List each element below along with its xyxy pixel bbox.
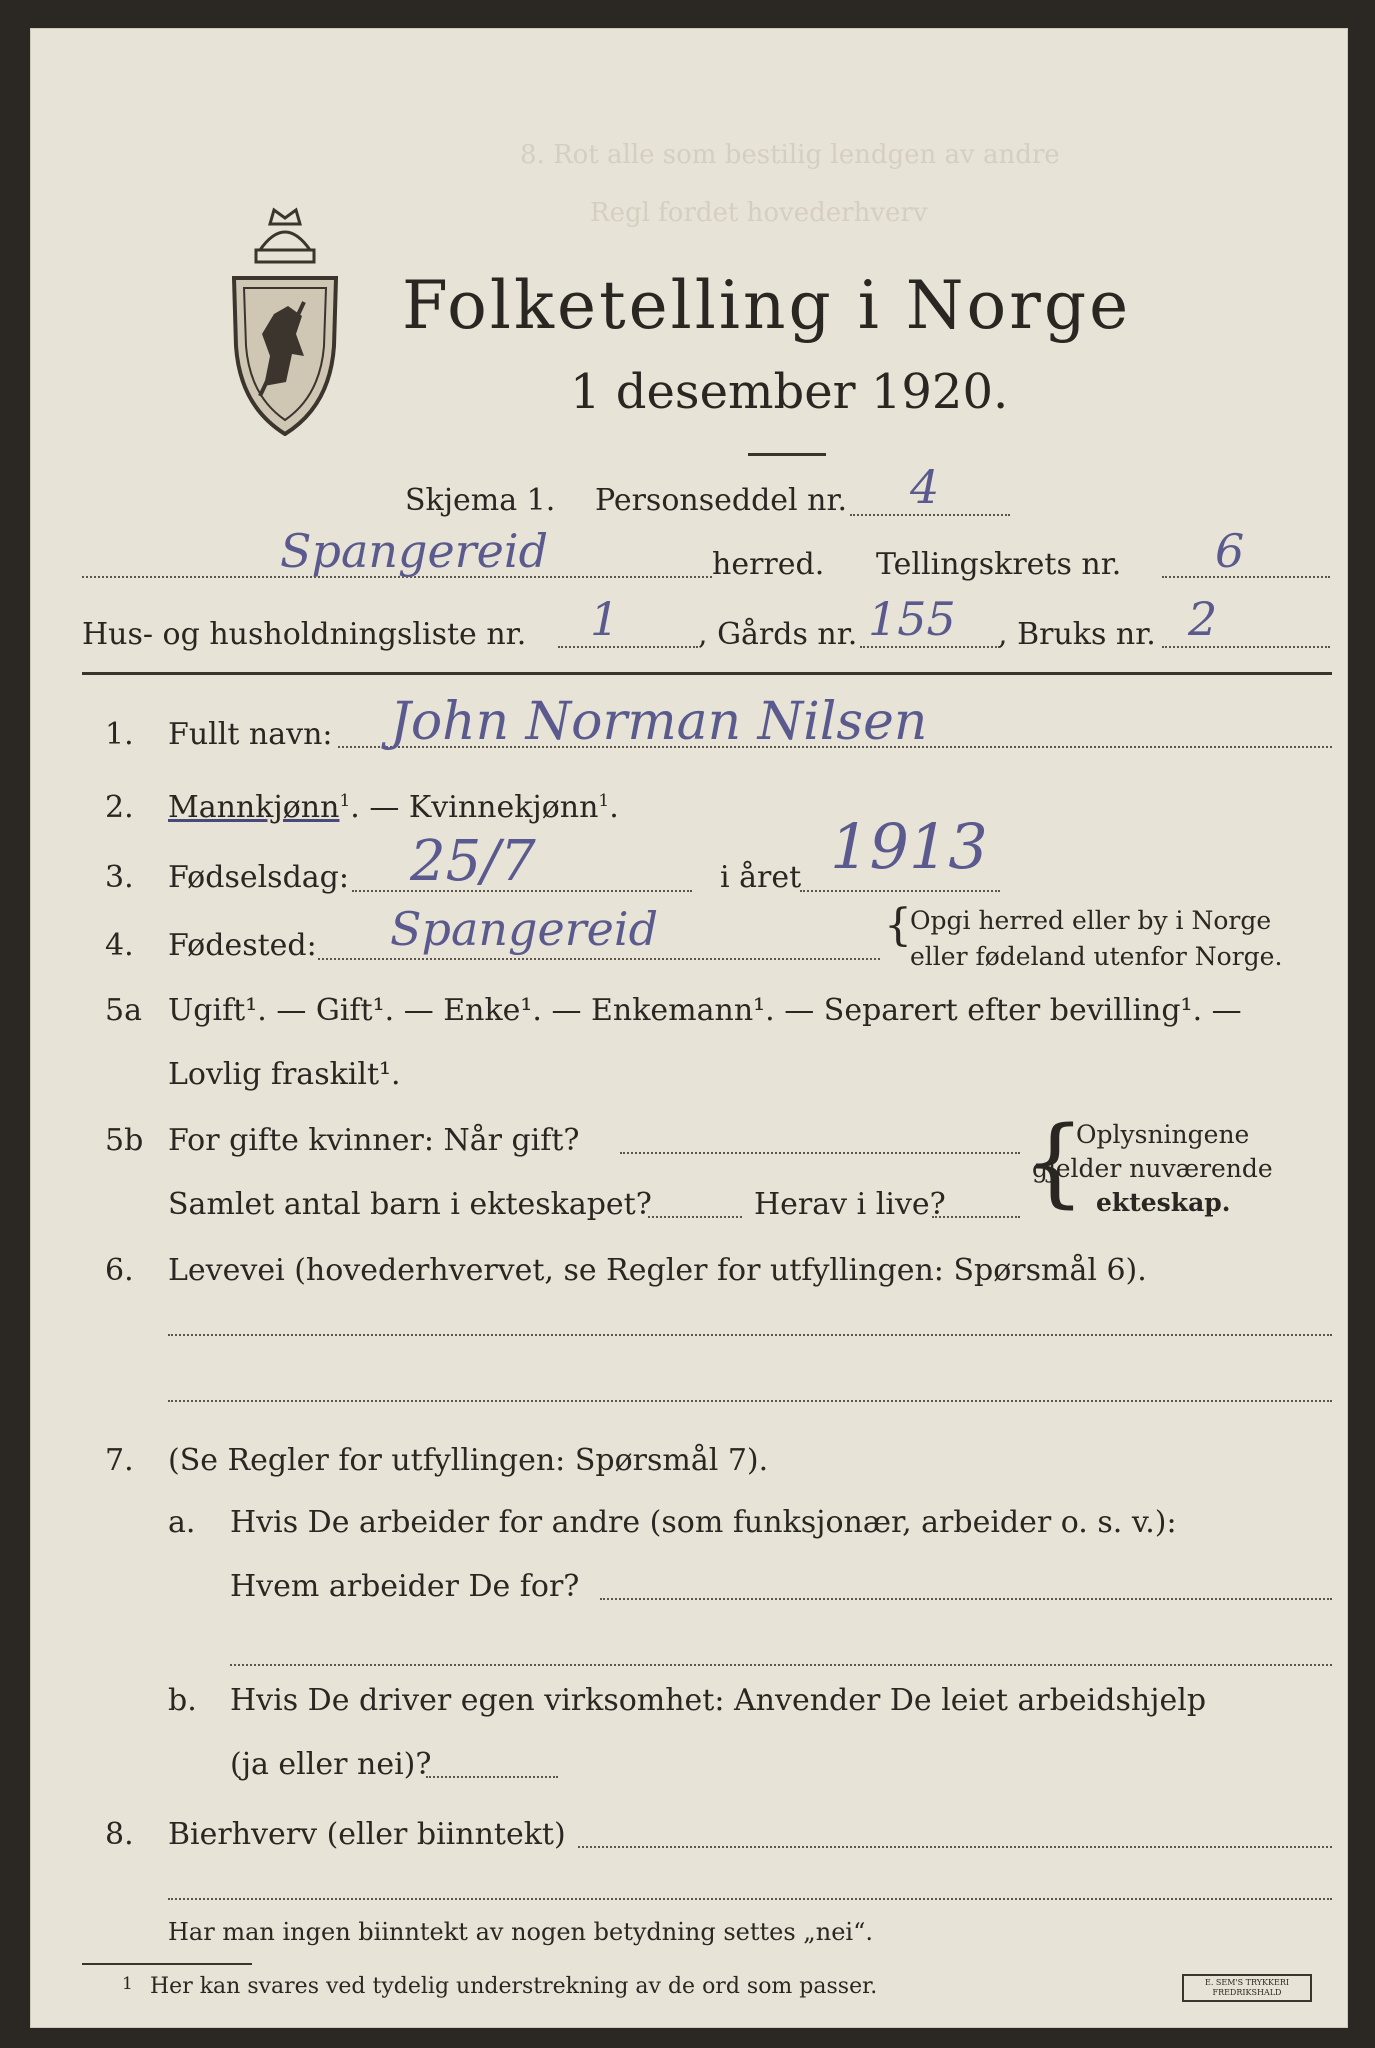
q7b-line2: (ja eller nei)? bbox=[230, 1747, 432, 1782]
census-date: 1 desember 1920. bbox=[570, 364, 1009, 420]
children-field bbox=[648, 1216, 742, 1218]
married-date-field bbox=[620, 1152, 1020, 1154]
full-name-value: John Norman Nilsen bbox=[390, 692, 928, 752]
gards-value: 155 bbox=[868, 592, 956, 646]
option-kvinnekjonn: Kvinnekjønn bbox=[408, 790, 599, 825]
employer-field bbox=[600, 1598, 1332, 1600]
tellingskrets-label: Tellingskrets nr. bbox=[876, 547, 1122, 582]
q5b-line1: For gifte kvinner: Når gift? bbox=[168, 1123, 580, 1158]
q5b-number: 5b bbox=[105, 1123, 144, 1158]
tellingskrets-field bbox=[1162, 576, 1330, 578]
gards-field bbox=[860, 646, 1000, 648]
year-label: i året bbox=[720, 860, 802, 895]
q4-label: Fødested: bbox=[168, 928, 317, 963]
alive-field bbox=[932, 1216, 1020, 1218]
livelihood-field-1 bbox=[168, 1334, 1332, 1336]
norwegian-coat-of-arms-icon bbox=[230, 206, 340, 436]
q3-number: 3. bbox=[105, 860, 134, 895]
q8-number: 8. bbox=[105, 1817, 134, 1852]
birth-year-field bbox=[800, 890, 1000, 892]
form-title: Folketelling i Norge bbox=[402, 267, 1132, 344]
q7-label: (Se Regler for utfyllingen: Spørsmål 7). bbox=[168, 1443, 769, 1478]
personseddel-label: Personseddel nr. bbox=[595, 483, 848, 518]
bruks-label: , Bruks nr. bbox=[998, 617, 1156, 652]
gards-label: , Gårds nr. bbox=[698, 617, 858, 652]
hired-help-field bbox=[426, 1776, 558, 1778]
hus-value: 1 bbox=[590, 592, 620, 646]
census-form-sheet bbox=[30, 28, 1348, 2028]
side-income-field bbox=[578, 1846, 1332, 1848]
birthplace-value: Spangereid bbox=[390, 902, 659, 956]
footnote-mark: 1 bbox=[122, 1974, 133, 1994]
q7a-letter: a. bbox=[168, 1505, 196, 1540]
herred-label: herred. bbox=[712, 547, 825, 582]
option-mannkjonn: Mannkjønn bbox=[168, 790, 340, 825]
q1-number: 1. bbox=[105, 717, 134, 752]
q7a-line1: Hvis De arbeider for andre (som funksjonær, arbeider o. s. v.): bbox=[230, 1505, 1177, 1540]
q4-number: 4. bbox=[105, 928, 134, 963]
q4-note-line1: Opgi herred eller by i Norge bbox=[910, 906, 1272, 935]
bruks-field bbox=[1162, 646, 1330, 648]
q7b-letter: b. bbox=[168, 1683, 197, 1718]
bleed-through-text: 8. Rot alle som bestilig lendgen av andre bbox=[520, 140, 1060, 170]
brace-icon: { bbox=[884, 900, 912, 951]
bruks-value: 2 bbox=[1188, 592, 1218, 646]
footnote-text: Her kan svares ved tydelig understrekning av de ord som passer. bbox=[150, 1974, 878, 1999]
tellingskrets-value: 6 bbox=[1215, 524, 1245, 578]
q5b-note-line3: ekteskap. bbox=[1096, 1188, 1231, 1217]
header-rule bbox=[82, 672, 1332, 675]
q3-label: Fødselsdag: bbox=[168, 860, 349, 895]
title-divider bbox=[748, 453, 826, 456]
hus-field bbox=[558, 646, 698, 648]
brace-icon: { bbox=[1024, 1106, 1086, 1218]
q2-number: 2. bbox=[105, 790, 134, 825]
q5b-note-line2: gjelder nuværende bbox=[1032, 1154, 1273, 1183]
bleed-through-text: Regl fordet hovederhverv bbox=[590, 198, 928, 228]
livelihood-field-2 bbox=[168, 1400, 1332, 1402]
q5b-line2a: Samlet antal barn i ekteskapet? bbox=[168, 1187, 652, 1222]
birthplace-field bbox=[318, 958, 880, 960]
birth-year-value: 1913 bbox=[830, 810, 988, 883]
q7b-line1: Hvis De driver egen virksomhet: Anvender De leiet arbeidshjelp bbox=[230, 1683, 1207, 1718]
employer-field-2 bbox=[230, 1664, 1332, 1666]
q5a-number: 5a bbox=[105, 993, 142, 1028]
q5b-line2b: Herav i live? bbox=[754, 1187, 946, 1222]
q5a-line2: Lovlig fraskilt¹. bbox=[168, 1057, 401, 1092]
q6-number: 6. bbox=[105, 1253, 134, 1288]
herred-value: Spangereid bbox=[280, 524, 549, 578]
personseddel-value: 4 bbox=[910, 460, 940, 514]
footer-divider bbox=[168, 1898, 1332, 1900]
q7-number: 7. bbox=[105, 1443, 134, 1478]
q4-note-line2: eller fødeland utenfor Norge. bbox=[910, 942, 1283, 971]
skjema-label: Skjema 1. bbox=[405, 483, 556, 518]
printer-stamp: E. SEM'S TRYKKERI FREDRIKSHALD bbox=[1182, 1974, 1312, 2002]
birthday-value: 25/7 bbox=[410, 829, 536, 894]
personseddel-field bbox=[850, 514, 1010, 516]
footer-note: Har man ingen biinntekt av nogen betydning settes „nei“. bbox=[168, 1918, 873, 1946]
hus-label: Hus- og husholdningsliste nr. bbox=[82, 617, 527, 652]
q6-label: Levevei (hovederhvervet, se Regler for utfyllingen: Spørsmål 6). bbox=[168, 1253, 1147, 1288]
q7a-line2: Hvem arbeider De for? bbox=[230, 1569, 580, 1604]
q8-label: Bierhverv (eller biinntekt) bbox=[168, 1817, 566, 1852]
footnote-rule bbox=[82, 1963, 252, 1965]
q2-options: Mannkjønn$^1$. — Kvinnekjønn$^1$. bbox=[168, 790, 619, 825]
q1-label: Fullt navn: bbox=[168, 717, 333, 752]
q5a-line1: Ugift¹. — Gift¹. — Enke¹. — Enkemann¹. — Separert efter bevilling¹. — bbox=[168, 993, 1242, 1028]
q5b-note-line1: Oplysningene bbox=[1076, 1120, 1250, 1149]
